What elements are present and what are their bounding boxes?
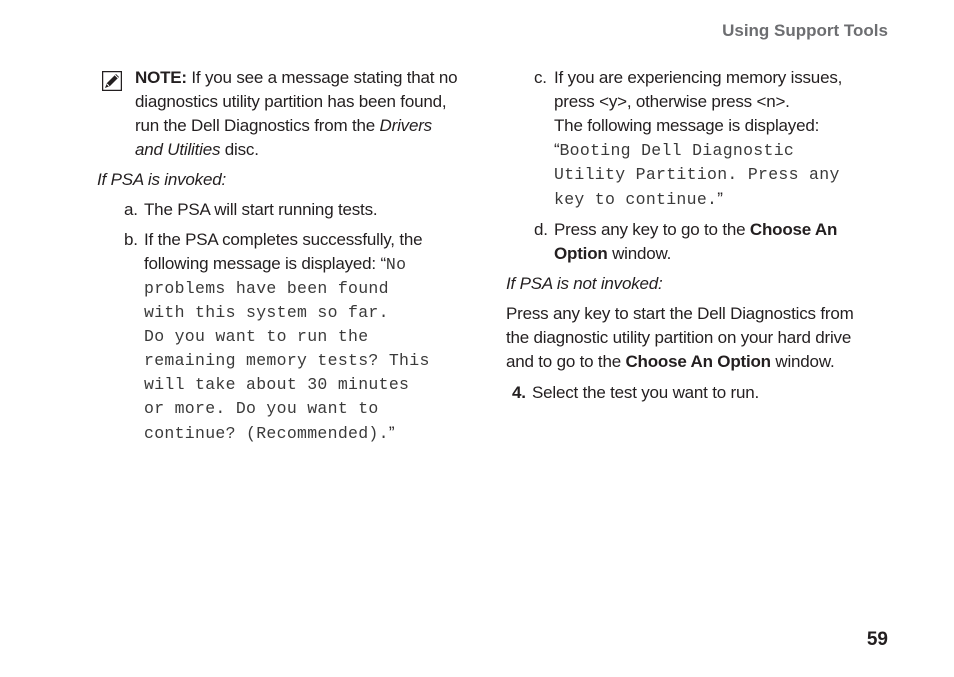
item-text: The PSA will start running tests. [144, 200, 378, 219]
message-line: Utility Partition. Press any [554, 165, 840, 184]
note-pencil-icon [102, 71, 122, 91]
step-4 [506, 381, 896, 405]
note-label: NOTE: [135, 68, 187, 87]
psa-not-invoked-heading: If PSA is not invoked: [506, 274, 663, 293]
list-item-c [506, 66, 896, 212]
item-text: press <y>, otherwise press <n>. [554, 92, 790, 111]
message-line: continue? (Recommended).” [144, 423, 395, 443]
item-text: If the PSA completes successfully, the [144, 230, 423, 249]
section-header: Using Support Tools [722, 21, 888, 40]
item-text: If you are experiencing memory issues, [554, 68, 843, 87]
message-line: will take about 30 minutes [144, 375, 410, 394]
message-line: with this system so far. [144, 303, 389, 322]
note-line-3: run the Dell Diagnostics from the Drivers [135, 116, 432, 135]
right-column [506, 66, 896, 405]
list-item-b [97, 228, 487, 446]
item-text: Option window. [554, 244, 672, 263]
left-column [97, 66, 487, 452]
list-item-a [97, 198, 487, 222]
psa-not-invoked-paragraph: Press any key to start the Dell Diagnostics from the diagnostic utility partition on your hard drive and to go to the Choose An Option window. [506, 304, 854, 371]
item-text: The following message is displayed: [554, 116, 820, 135]
item-text: Press any key to go to the Choose An [554, 220, 838, 239]
item-text: following message is displayed: “No [144, 254, 407, 274]
message-line: or more. Do you want to [144, 399, 379, 418]
message-line: remaining memory tests? This [144, 351, 430, 370]
list-item-d [506, 218, 896, 266]
step-number: 4. [512, 383, 526, 402]
item-label: d. [534, 220, 548, 239]
message-line: “Booting Dell Diagnostic [554, 140, 795, 160]
message-line: Do you want to run the [144, 327, 369, 346]
item-label: a. [124, 200, 138, 219]
item-label: b. [124, 230, 138, 249]
note-line-4: and Utilities disc. [135, 140, 259, 159]
message-line: key to continue.” [554, 189, 723, 209]
page-number: 59 [866, 629, 888, 650]
item-label: c. [534, 68, 547, 87]
message-line: problems have been found [144, 279, 389, 298]
psa-invoked-heading: If PSA is invoked: [97, 170, 226, 189]
note-line-1: NOTE: If you see a message stating that no [135, 68, 458, 87]
note-block [97, 66, 487, 162]
note-line-2: diagnostics utility partition has been found, [135, 92, 447, 111]
step-text: Select the test you want to run. [532, 383, 760, 402]
